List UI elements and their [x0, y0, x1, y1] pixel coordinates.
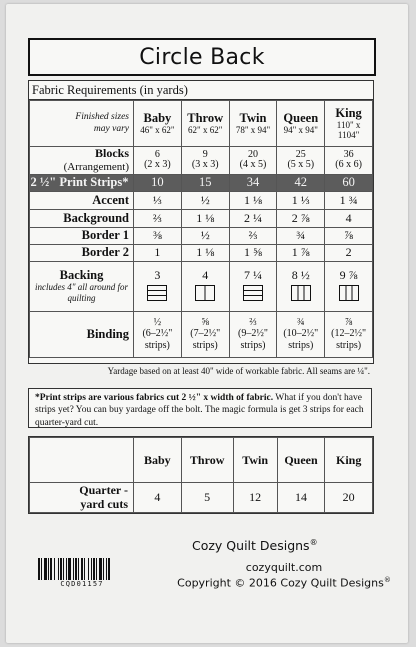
table-cell: ⅔	[229, 227, 277, 244]
yardage-note: Yardage based on at least 40" wide of workable fabric. All seams are ¼".	[107, 366, 370, 376]
print-strips-note-bold: *Print strips are various fabrics cut 2 ½" x width of fabric.	[35, 393, 274, 403]
backing-twin: 7 ¼	[229, 261, 277, 311]
blocks-throw: 9 (3 x 3)	[181, 147, 229, 175]
size-king: King 110" x 1104"	[325, 101, 373, 147]
print-strips-label: 2 ½" Print Strips*	[30, 174, 134, 191]
strips-queen: 42	[277, 174, 325, 191]
blocks-twin: 20 (4 x 5)	[229, 147, 277, 175]
strips-throw: 15	[181, 174, 229, 191]
table-cell: 1 ⅛	[229, 191, 277, 209]
size-baby: Baby 46" x 62"	[134, 101, 182, 147]
barcode-number: CQD01157	[60, 580, 104, 588]
blocks-king: 36 (6 x 6)	[325, 147, 373, 175]
finished-sizes-note: Finished sizes may vary	[30, 101, 134, 147]
border-2-row	[30, 244, 373, 261]
binding-throw: ⅝ (7–2½" strips)	[181, 311, 229, 357]
binding-label: Binding	[30, 311, 134, 357]
table-cell: 1 ⅞	[277, 244, 325, 261]
size-twin: Twin 78" x 94"	[229, 101, 277, 147]
backing-3-vertical-panels-icon	[291, 285, 311, 301]
border-1-label: Border 1	[30, 227, 134, 244]
size-throw: Throw 62" x 62"	[181, 101, 229, 147]
page-title: Circle Back	[139, 44, 265, 70]
table-cell: ⅓	[134, 191, 182, 209]
background-row	[30, 209, 373, 227]
table-cell: 14	[277, 483, 325, 513]
qy-header-baby: Baby	[134, 438, 182, 483]
table-cell: 4	[134, 483, 182, 513]
backing-label: Backing includes 4" all around for quilting	[30, 261, 134, 311]
print-strips-note	[28, 388, 372, 428]
backing-3-horizontal-panels-icon	[243, 285, 263, 301]
strips-twin: 34	[229, 174, 277, 191]
quarter-yard-cuts-table	[29, 437, 373, 513]
qy-header-king: King	[325, 438, 373, 483]
backing-throw: 4	[181, 261, 229, 311]
table-cell: ½	[181, 191, 229, 209]
quarter-yard-cuts-box	[28, 436, 374, 514]
binding-baby: ½ (6–2½" strips)	[134, 311, 182, 357]
requirements-heading: Fabric Requirements (in yards)	[29, 81, 373, 100]
backing-queen: 8 ½	[277, 261, 325, 311]
table-cell: 1 ¾	[325, 191, 373, 209]
fabric-requirements-box	[28, 80, 374, 364]
backing-baby: 3	[134, 261, 182, 311]
binding-king: ⅞ (12–2½" strips)	[325, 311, 373, 357]
table-cell: 1 ⅝	[229, 244, 277, 261]
table-cell: 12	[233, 483, 277, 513]
copyright-notice: Copyright © 2016 Cozy Quilt Designs®	[177, 576, 391, 590]
blocks-row	[30, 147, 373, 175]
quarter-yard-values-row	[30, 483, 373, 513]
table-cell	[30, 438, 134, 483]
binding-row	[30, 311, 373, 357]
table-cell: 2 ¼	[229, 209, 277, 227]
title-box	[28, 38, 376, 76]
qy-header-queen: Queen	[277, 438, 325, 483]
backing-king: 9 ⅞	[325, 261, 373, 311]
blocks-label: Blocks (Arrangement)	[30, 147, 134, 175]
table-cell: 1	[134, 244, 182, 261]
table-cell: ⅞	[325, 227, 373, 244]
accent-label: Accent	[30, 191, 134, 209]
backing-row	[30, 261, 373, 311]
border-2-label: Border 2	[30, 244, 134, 261]
size-queen: Queen 94" x 94"	[277, 101, 325, 147]
table-cell: 2 ⅞	[277, 209, 325, 227]
table-cell: 20	[325, 483, 373, 513]
table-cell: ⅜	[134, 227, 182, 244]
binding-queen: ¾ (10–2½" strips)	[277, 311, 325, 357]
table-cell: 5	[181, 483, 233, 513]
backing-3-horizontal-panels-icon	[147, 285, 167, 301]
backing-3-vertical-panels-icon	[339, 285, 359, 301]
table-cell: ¾	[277, 227, 325, 244]
strips-baby: 10	[134, 174, 182, 191]
fabric-requirements-table	[29, 100, 373, 358]
table-cell: 2	[325, 244, 373, 261]
table-cell: ⅔	[134, 209, 182, 227]
backing-2-vertical-panels-icon	[195, 285, 215, 301]
brand-name: Cozy Quilt Designs®	[192, 538, 318, 554]
blocks-baby: 6 (2 x 3)	[134, 147, 182, 175]
qy-header-twin: Twin	[233, 438, 277, 483]
background-label: Background	[30, 209, 134, 227]
quarter-yard-label: Quarter - yard cuts	[30, 483, 134, 513]
border-1-row	[30, 227, 373, 244]
strips-king: 60	[325, 174, 373, 191]
binding-twin: ⅔ (9–2½" strips)	[229, 311, 277, 357]
quarter-yard-header-row	[30, 438, 373, 483]
website-link[interactable]: cozyquilt.com	[245, 561, 323, 574]
table-cell: 1 ⅛	[181, 209, 229, 227]
accent-row	[30, 191, 373, 209]
table-cell: 1 ⅓	[277, 191, 325, 209]
qy-header-throw: Throw	[181, 438, 233, 483]
blocks-queen: 25 (5 x 5)	[277, 147, 325, 175]
barcode	[38, 558, 126, 580]
table-cell: 4	[325, 209, 373, 227]
table-cell: ½	[181, 227, 229, 244]
barcode-bar	[110, 558, 111, 580]
print-strips-row	[30, 174, 373, 191]
print-strips-note-text: What if you don't have strips yet? You can buy yardage off the bolt. The magic formula is get 3 strips for each quarter-yard cut.	[35, 393, 364, 428]
sizes-row	[30, 101, 373, 147]
table-cell: 1 ⅛	[181, 244, 229, 261]
